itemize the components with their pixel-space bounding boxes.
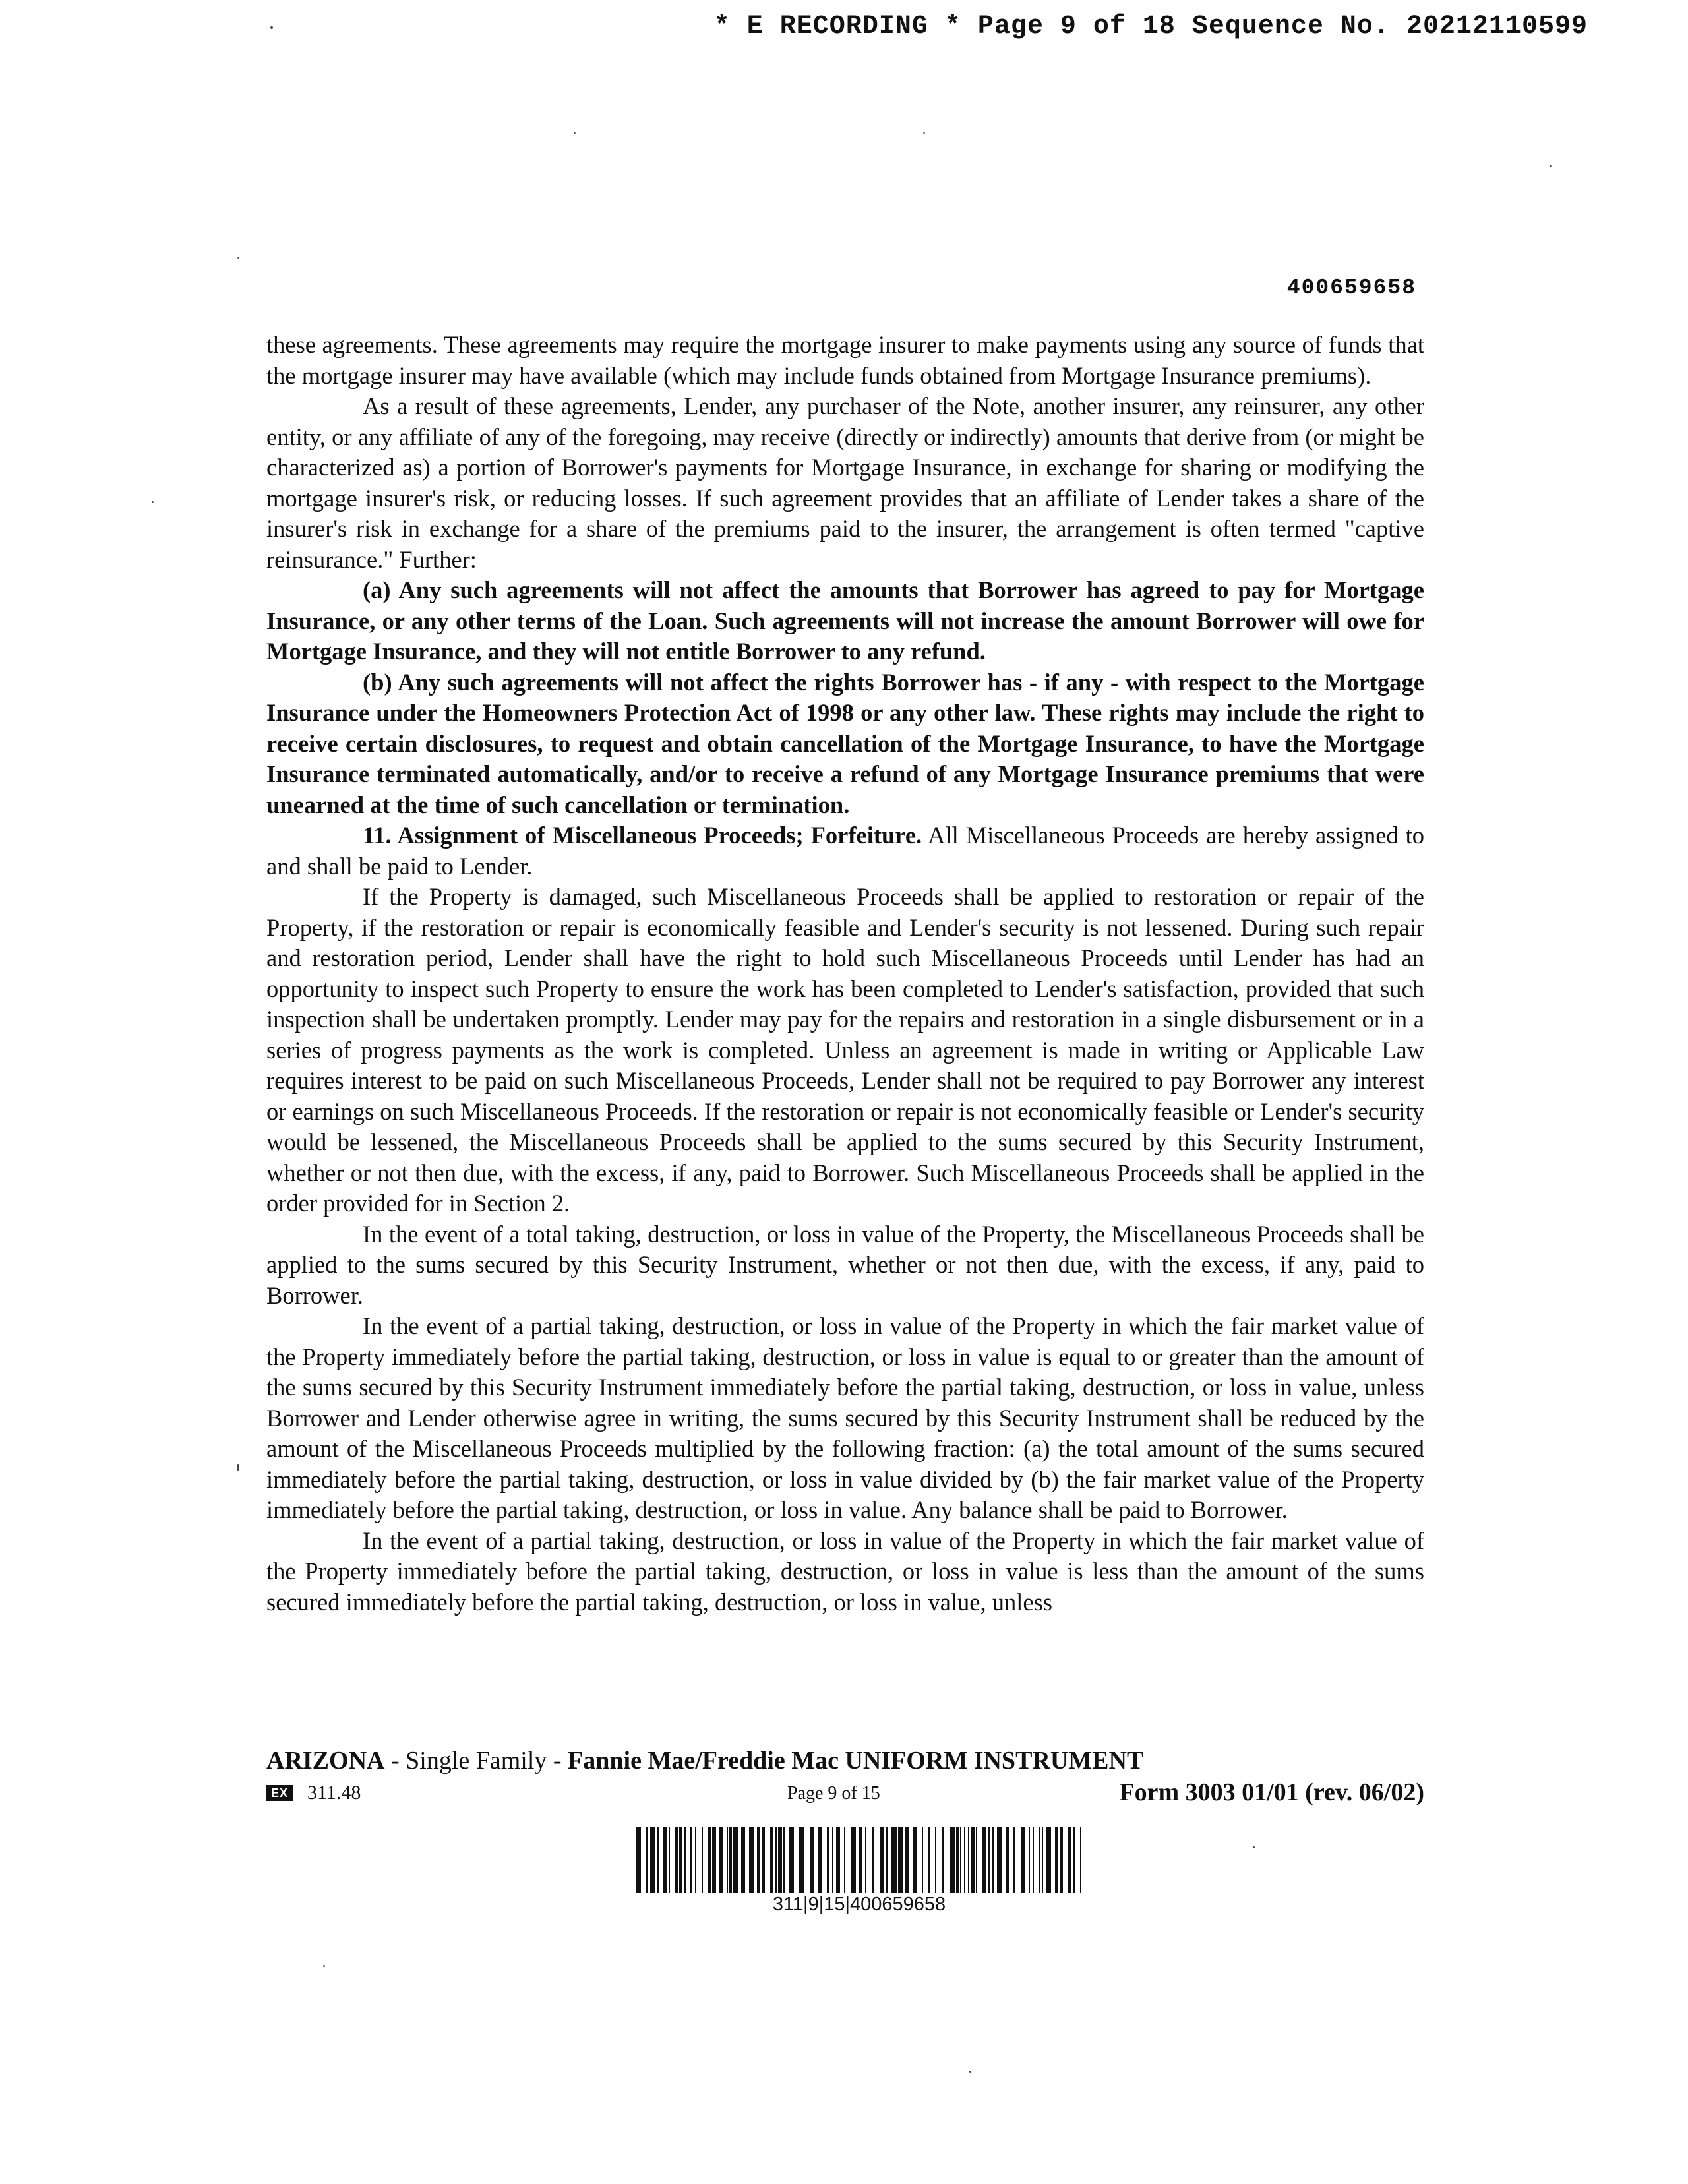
barcode-bar [851,1827,856,1893]
barcode-bar [928,1827,930,1893]
barcode-bar [770,1827,773,1893]
scan-speck [323,1965,325,1967]
barcode-bar [727,1827,728,1893]
scan-speck [1253,1846,1255,1848]
footer-row [266,1778,1424,1809]
loan-number: 400659658 [1286,276,1416,300]
barcode-bar [729,1827,732,1893]
barcode-bar [749,1827,754,1893]
footer-form-number: Form 3003 01/01 (rev. 06/02) [1119,1778,1424,1806]
document-body [266,330,1424,1618]
barcode-bar [719,1827,723,1893]
footer-instrument-title [266,1746,1143,1775]
scan-speck [969,2071,971,2073]
barcode-bar [898,1827,903,1893]
footer-page-number: Page 9 of 15 [787,1783,880,1804]
barcode-bar [690,1827,692,1893]
barcode-bar [679,1827,682,1893]
barcode-bar [942,1827,944,1893]
barcode-bar [971,1827,975,1893]
barcode-bar [982,1827,986,1893]
barcode-bar [789,1827,794,1893]
barcode-bar [775,1827,777,1893]
barcode-bar [913,1827,917,1893]
barcode-bar [832,1827,833,1893]
barcode-bar [741,1827,745,1893]
barcode-bar [1021,1827,1025,1893]
barcode-bar [636,1827,641,1893]
barcode-bar [1029,1827,1030,1893]
barcode-bar [1042,1827,1043,1893]
barcode-bar [1033,1827,1034,1893]
barcode-bar [733,1827,738,1893]
barcode-bar [695,1827,696,1893]
scan-speck [237,257,239,259]
barcode-bar [646,1827,648,1893]
recording-stamp-header: * E RECORDING * Page 9 of 18 Sequence No. 20212110599 [713,12,1588,42]
barcode-bar [960,1827,961,1893]
footer-separator: - Single Family - [384,1747,568,1774]
barcode-bar [964,1827,965,1893]
scan-speck [152,501,154,503]
barcode-bar [976,1827,977,1893]
barcode-bar [865,1827,866,1893]
section-11-heading: 11. Assignment of Miscellaneous Proceeds; Forfeiture. [363,822,922,849]
paragraph-partial-taking-greater: In the event of a partial taking, destruction, or loss in value of the Property in which the fair market value of the Property immediately before the partial taking, destruction, or loss in value is equal to or greater than the amount of the sums secured by this Security Instrument immediately before the partial taking, destruction, or loss in value, unless Borrower and Lender otherwise agree in writing, the sums secured by this Security Instrument shall be reduced by the amount of the Miscellaneous Proceeds multiplied by the following fraction: (a) the total amount of the sums secured immediately before the partial taking, destruction, or loss in value divided by (b) the fair market value of the Property immediately before the partial taking, destruction, or loss in value. Any balance shall be paid to Borrower. [266,1312,1424,1523]
barcode-bar [657,1827,659,1893]
paragraph-clause-b: (b) Any such agreements will not affect the rights Borrower has - if any - with respect to the Mortgage Insurance under the Homeowners Protection Act of 1998 or any other law. These rights may include the right to receive certain disclosures, to request and obtain cancellation of the Mortgage Insurance, to have the Mortgage Insurance terminated automatically, and/or to receive a refund of any Mortgage Insurance premiums that were unearned at the time of such cancellation or termination. [266,668,1424,818]
barcode-bar [669,1827,670,1893]
barcode-bar [836,1827,840,1893]
paragraph-captive-reinsurance: As a result of these agreements, Lender, any purchaser of the Note, another insurer, any reinsurer, any other entity, or any affiliate of any of the foregoing, may receive (directly or indirectly) amounts that derive from (or might be characterized as) a portion of Borrower's payments for Mortgage Insurance, in exchange for sharing or modifying the mortgage insurer's risk, or reducing losses. If such agreement provides that an affiliate of Lender takes a share of the insurer's risk in exchange for a share of the premiums paid to the insurer, the arrangement is often termed "captive reinsurance." Further: [266,392,1424,573]
footer-code: 311.48 [307,1782,361,1804]
barcode-caption: 311|9|15|400659658 [772,1894,946,1915]
barcode-bar [1080,1827,1081,1893]
barcode-bar [1055,1827,1058,1893]
paragraph-clause-a: (a) Any such agreements will not affect the amounts that Borrower has agreed to pay for Mortgage Insurance, or any other terms of the Loan. Such agreements will not increase the amount Borrower will owe for Mortgage Insurance, and they will not entitle Borrower to any refund. [266,576,1424,665]
barcode-bar [992,1827,994,1893]
barcode-icon [634,1827,1084,1893]
barcode-bar [1068,1827,1071,1893]
barcode-bar [891,1827,897,1893]
paragraph-agreements-continued: these agreements. These agreements may require the mortgage insurer to make payments using any source of funds that the mortgage insurer may have available (which may include funds obtained from Mortgage Insurance premiums). [266,331,1424,389]
barcode-bar [935,1827,936,1893]
paragraph-total-taking: In the event of a total taking, destruction, or loss in value of the Property, the Miscellaneous Proceeds shall be applied to the sums secured by this Security Instrument, whether or not then due, with the excess, if any, paid to Borrower. [266,1220,1424,1309]
barcode-bar [844,1827,845,1893]
barcode-bar [1073,1827,1075,1893]
barcode-bar [663,1827,667,1893]
barcode-bar [757,1827,760,1893]
barcode-bar [1039,1827,1040,1893]
barcode [634,1827,1084,1916]
barcode-bar [880,1827,884,1893]
barcode-bar [997,1827,1002,1893]
barcode-bar [886,1827,888,1893]
barcode-bar [702,1827,703,1893]
barcode-bar [968,1827,969,1893]
footer-instrument-name: Fannie Mae/Freddie Mac UNIFORM INSTRUMENT [568,1747,1144,1774]
barcode-bar [712,1827,716,1893]
section-11-text: All Miscellaneous Proceeds are hereby assigned to and shall be paid to Lender. [266,822,1424,880]
barcode-bar [1046,1827,1051,1893]
scan-speck [574,132,576,134]
barcode-bar [684,1827,686,1893]
barcode-bar [783,1827,785,1893]
scan-speck [1550,165,1552,167]
barcode-bar [956,1827,959,1893]
barcode-bar [1060,1827,1063,1893]
barcode-bar [810,1827,814,1893]
barcode-bar [922,1827,923,1893]
section-11-paragraph [266,820,1424,882]
barcode-bar [818,1827,822,1893]
barcode-bar [778,1827,782,1893]
barcode-bar [1013,1827,1015,1893]
barcode-bar [708,1827,711,1893]
barcode-bar [675,1827,678,1893]
scan-speck [923,132,925,134]
barcode-bar [905,1827,909,1893]
barcode-bar [762,1827,765,1893]
scan-speck [237,1464,239,1471]
barcode-bar [859,1827,862,1893]
paragraph-partial-taking-less: In the event of a partial taking, destruction, or loss in value of the Property in which the fair market value of the Property immediately before the partial taking, destruction, or loss in value is less than the amount of the sums secured immediately before the partial taking, destruction, or loss in value, unless [266,1527,1424,1616]
footer-state: ARIZONA [266,1747,385,1774]
barcode-bar [827,1827,829,1893]
scan-speck [270,26,273,29]
barcode-bar [872,1827,874,1893]
barcode-bar [950,1827,955,1893]
barcode-bar [1006,1827,1009,1893]
ex-logo-icon: EX [266,1785,293,1801]
barcode-bar [799,1827,804,1893]
barcode-bar [988,1827,990,1893]
paragraph-property-damaged: If the Property is damaged, such Miscellaneous Proceeds shall be applied to restoration or repair of the Property, if the restoration or repair is economically feasible and Lender's security is not lessened. During such repair and restoration period, Lender shall have the right to hold such Miscellaneous Proceeds until Lender has had an opportunity to inspect such Property to ensure the work has been completed to Lender's satisfaction, provided that such inspection shall be undertaken promptly. Lender may pay for the repairs and restoration in a single disbursement or in a series of progress payments as the work is completed. Unless an agreement is made in writing or Applicable Law requires interest to be paid on such Miscellaneous Proceeds, Lender shall not be required to pay Borrower any interest or earnings on such Miscellaneous Proceeds. If the restoration or repair is not economically feasible or Lender's security would be lessened, the Miscellaneous Proceeds shall be applied to the sums secured by this Security Instrument, whether or not then due, with the excess, if any, paid to Borrower. Such Miscellaneous Proceeds shall be applied in the order provided for in Section 2. [266,883,1424,1217]
barcode-bar [650,1827,655,1893]
footer-code-group [266,1782,361,1804]
